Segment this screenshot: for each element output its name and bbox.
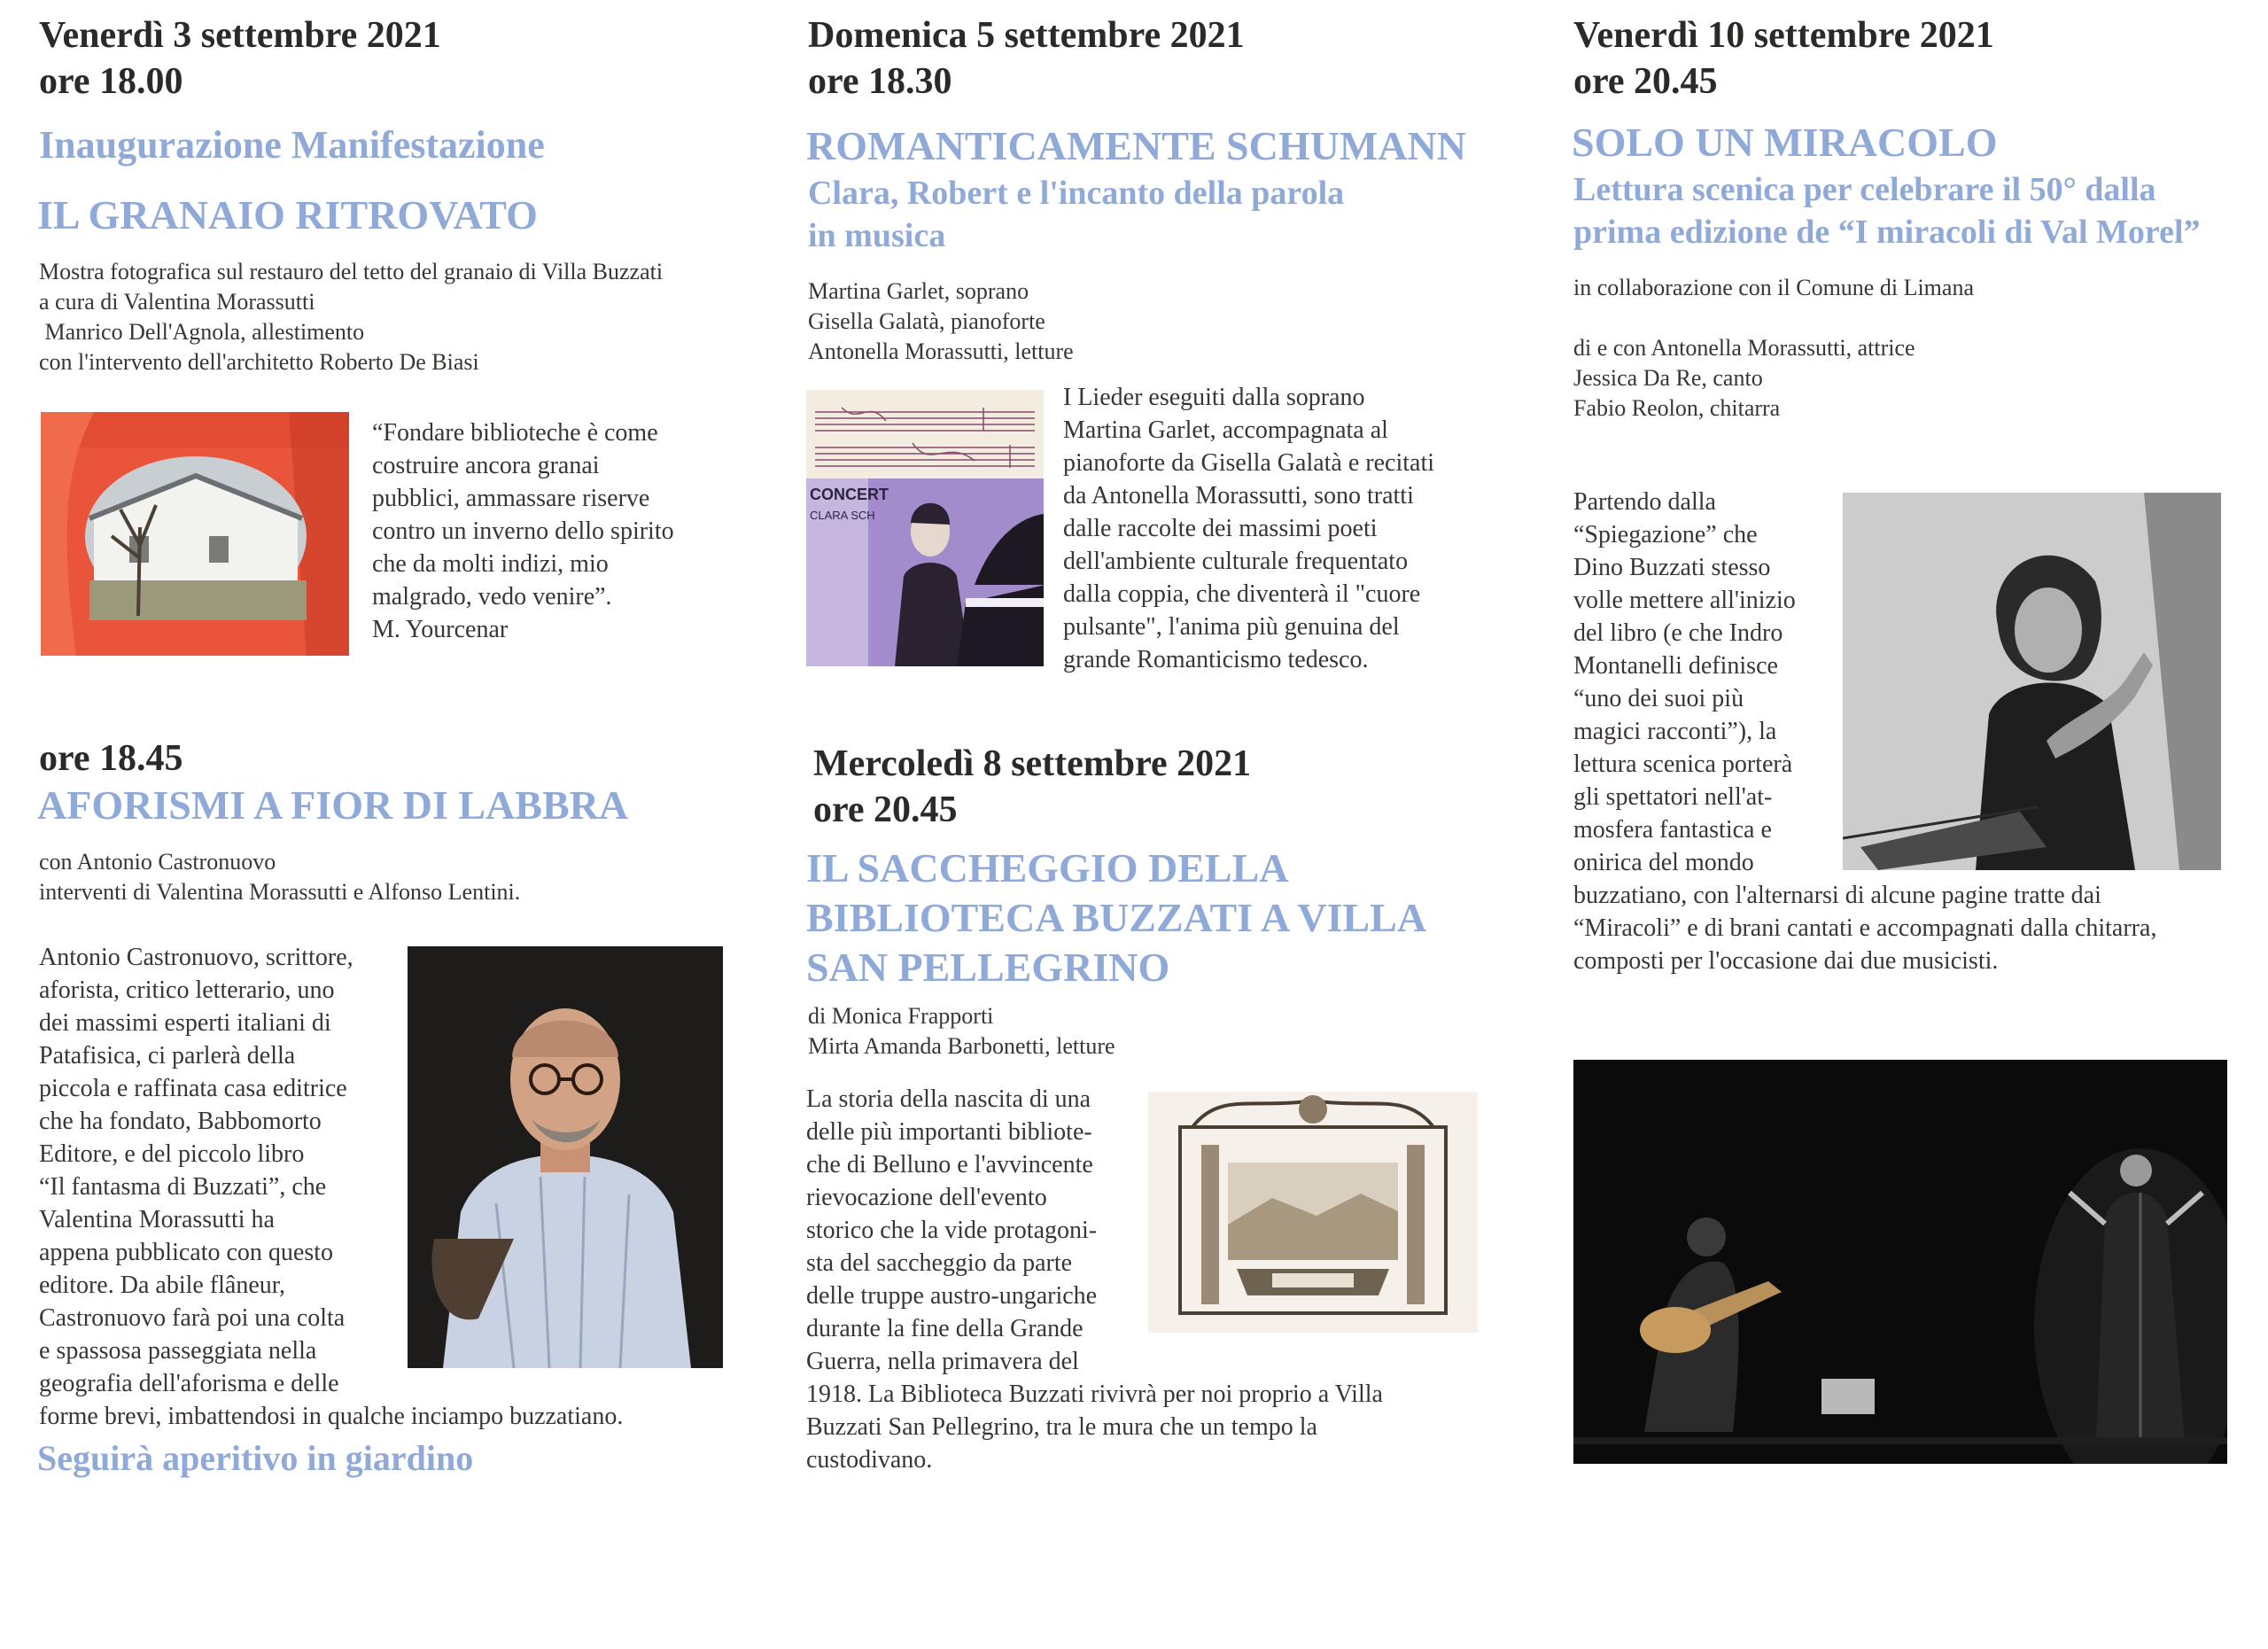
text-line: Castronuovo farà poi una colta xyxy=(39,1304,346,1332)
event5-date: Venerdì 10 settembre 2021 xyxy=(1573,15,1994,56)
poster-label: CONCERT xyxy=(810,486,889,503)
text-line: storico che la vide protagoni- xyxy=(806,1217,1098,1244)
credit-line: Mirta Amanda Barbonetti, letture xyxy=(808,1033,1115,1059)
subtitle-line: Lettura scenica per celebrare il 50° dalla xyxy=(1573,171,2156,208)
text-line: composti per l'occasione dai due musicisti. xyxy=(1573,947,1999,975)
quote-author: M. Yourcenar xyxy=(372,616,509,643)
event2-time: ore 18.45 xyxy=(39,738,183,779)
text-line: del libro (e che Indro xyxy=(1573,619,1783,647)
text-line: grande Romanticismo tedesco. xyxy=(1063,646,1369,673)
subtitle-line: prima edizione de “I miracoli di Val Morel” xyxy=(1573,214,2201,251)
text-line: editore. Da abile flâneur, xyxy=(39,1272,285,1299)
text-line: che di Belluno e l'avvincente xyxy=(806,1151,1093,1178)
text-line: “Miracoli” e di brani cantati e accompagnati dalla chitarra, xyxy=(1573,914,2157,942)
event5-collab: in collaborazione con il Comune di Limana xyxy=(1573,275,1974,300)
text-line: I Lieder eseguiti dalla soprano xyxy=(1063,384,1365,411)
text-line: custodivano. xyxy=(806,1446,933,1474)
event3-credits xyxy=(808,276,1074,367)
event1-date: Venerdì 3 settembre 2021 xyxy=(39,15,441,56)
stage-photo-image xyxy=(1573,1060,2227,1464)
quote-line: costruire ancora granai xyxy=(372,452,600,479)
event1-credits xyxy=(39,257,663,377)
text-line: pianoforte da Gisella Galatà e recitati xyxy=(1063,449,1435,477)
text-line: mosfera fantastica e xyxy=(1573,816,1772,844)
text-line: gli spettatori nell'at- xyxy=(1573,783,1773,811)
text-line: da Antonella Morassutti, sono tratti xyxy=(1063,482,1414,509)
credit-line: Manrico Dell'Agnola, allestimento xyxy=(39,319,365,345)
credit-line: Jessica Da Re, canto xyxy=(1573,365,1763,391)
granary-photo-image xyxy=(41,412,349,656)
credit-line: Fabio Reolon, chitarra xyxy=(1573,395,1781,421)
clara-portrait xyxy=(868,478,1044,666)
text-line: Antonio Castronuovo, scrittore, xyxy=(39,944,353,971)
text-line: forme brevi, imbattendosi in qualche inciampo buzzatiano. xyxy=(39,1403,624,1430)
text-line: rievocazione dell'evento xyxy=(806,1184,1047,1211)
text-line: Guerra, nella primavera del xyxy=(806,1348,1079,1375)
text-line: dell'ambiente culturale frequentato xyxy=(1063,548,1409,575)
credit-line: di Monica Frapporti xyxy=(808,1003,994,1029)
text-line: piccola e raffinata casa editrice xyxy=(39,1075,347,1102)
event4-credits xyxy=(808,1001,1115,1062)
quote-line: pubblici, ammassare riserve xyxy=(372,485,650,512)
text-line: onirica del mondo xyxy=(1573,849,1754,876)
quote-line: “Fondare biblioteche è come xyxy=(372,419,658,447)
event3-text xyxy=(1063,381,1434,676)
credit-line: Gisella Galatà, pianoforte xyxy=(808,308,1045,334)
quote-line: che da molti indizi, mio xyxy=(372,550,609,578)
text-line: Montanelli definisce xyxy=(1573,652,1778,680)
text-line: “uno dei suoi più xyxy=(1573,685,1744,712)
text-line: dalla coppia, che diventerà il "cuore xyxy=(1063,580,1421,608)
title-line: IL SACCHEGGIO DELLA xyxy=(806,845,1289,891)
event1-time: ore 18.00 xyxy=(39,61,183,102)
event4-date: Mercoledì 8 settembre 2021 xyxy=(813,743,1252,784)
text-line: Dino Buzzati stesso xyxy=(1573,554,1771,581)
credit-line: Antonella Morassutti, letture xyxy=(808,338,1074,364)
text-line: dei massimi esperti italiani di xyxy=(39,1009,331,1037)
text-line: durante la fine della Grande xyxy=(806,1315,1084,1342)
text-line: volle mettere all'inizio xyxy=(1573,587,1796,614)
text-line: aforista, critico letterario, uno xyxy=(39,976,335,1004)
quote-line: contro un inverno dello spirito xyxy=(372,517,674,545)
event4-title xyxy=(806,844,1426,992)
text-line: “Spiegazione” che xyxy=(1573,521,1758,548)
text-line: che ha fondato, Babbomorto xyxy=(39,1108,322,1135)
text-line: Buzzati San Pellegrino, tra le mura che un tempo la xyxy=(806,1413,1317,1441)
event4-time: ore 20.45 xyxy=(813,789,958,830)
event2-title: AFORISMI A FIOR DI LABBRA xyxy=(37,782,629,828)
event2-closing: Seguirà aperitivo in giardino xyxy=(37,1438,474,1478)
text-line: Valentina Morassutti ha xyxy=(39,1206,275,1233)
event5-text xyxy=(1573,486,2156,977)
event1-quote xyxy=(372,416,674,646)
text-line: appena pubblicato con questo xyxy=(39,1239,334,1266)
credit-line: con Antonio Castronuovo xyxy=(39,849,276,875)
text-line: Martina Garlet, accompagnata al xyxy=(1063,416,1388,444)
event2-credits xyxy=(39,847,520,907)
text-line: dalle raccolte dei massimi poeti xyxy=(1063,515,1378,542)
credit-line: interventi di Valentina Morassutti e Alfonso Lentini. xyxy=(39,879,521,905)
subtitle-line: Clara, Robert e l'incanto della parola xyxy=(808,175,1345,212)
poster-name: CLARA SCH xyxy=(810,509,875,522)
granary-photo xyxy=(41,412,349,656)
text-line: Editore, e del piccolo libro xyxy=(39,1140,305,1168)
stage-photo xyxy=(1573,1060,2227,1464)
title-line: BIBLIOTECA BUZZATI A VILLA xyxy=(806,895,1427,940)
text-line: e spassosa passeggiata nella xyxy=(39,1337,317,1365)
credit-line: Martina Garlet, soprano xyxy=(808,278,1029,304)
event3-date: Domenica 5 settembre 2021 xyxy=(808,15,1245,56)
text-line: delle più importanti bibliote- xyxy=(806,1118,1092,1146)
text-line: sta del saccheggio da parte xyxy=(806,1249,1073,1277)
title-line: SAN PELLEGRINO xyxy=(806,945,1170,990)
quote-line: malgrado, vedo venire”. xyxy=(372,583,612,611)
text-line: buzzatiano, con l'alternarsi di alcune pagine tratte dai xyxy=(1573,882,2101,909)
text-line: lettura scenica porterà xyxy=(1573,751,1793,778)
event1-kicker: Inaugurazione Manifestazione xyxy=(39,123,545,167)
text-line: pulsante", l'anima più genuina del xyxy=(1063,613,1400,641)
event3-time: ore 18.30 xyxy=(808,61,952,102)
text-line: La storia della nascita di una xyxy=(806,1085,1091,1113)
text-line: magici racconti”), la xyxy=(1573,718,1777,745)
event5-credits xyxy=(1573,333,1915,424)
text-line: geografia dell'aforisma e delle xyxy=(39,1370,339,1397)
schumann-collage xyxy=(806,390,1044,666)
text-line: delle truppe austro-ungariche xyxy=(806,1282,1098,1310)
text-line: Partendo dalla xyxy=(1573,488,1716,516)
event5-subtitle xyxy=(1573,168,2201,253)
text-line: Patafisica, ci parlerà della xyxy=(39,1042,296,1070)
event3-subtitle xyxy=(808,172,1344,257)
text-line: 1918. La Biblioteca Buzzati rivivrà per noi proprio a Villa xyxy=(806,1381,1383,1408)
credit-line: con l'intervento dell'architetto Roberto De Biasi xyxy=(39,349,479,375)
credit-line: Mostra fotografica sul restauro del tetto del granaio di Villa Buzzati xyxy=(39,259,664,284)
text-line: “Il fantasma di Buzzati”, che xyxy=(39,1173,327,1201)
event5-title: SOLO UN MIRACOLO xyxy=(1572,120,1998,165)
event4-text xyxy=(806,1083,1383,1476)
event5-time: ore 20.45 xyxy=(1573,61,1718,102)
event3-title: ROMANTICAMENTE SCHUMANN xyxy=(806,123,1466,168)
credit-line: a cura di Valentina Morassutti xyxy=(39,289,315,315)
credit-line: di e con Antonella Morassutti, attrice xyxy=(1573,335,1915,361)
event1-title: IL GRANAIO RITROVATO xyxy=(37,192,538,237)
event2-text xyxy=(39,941,623,1433)
subtitle-line: in musica xyxy=(808,217,946,254)
